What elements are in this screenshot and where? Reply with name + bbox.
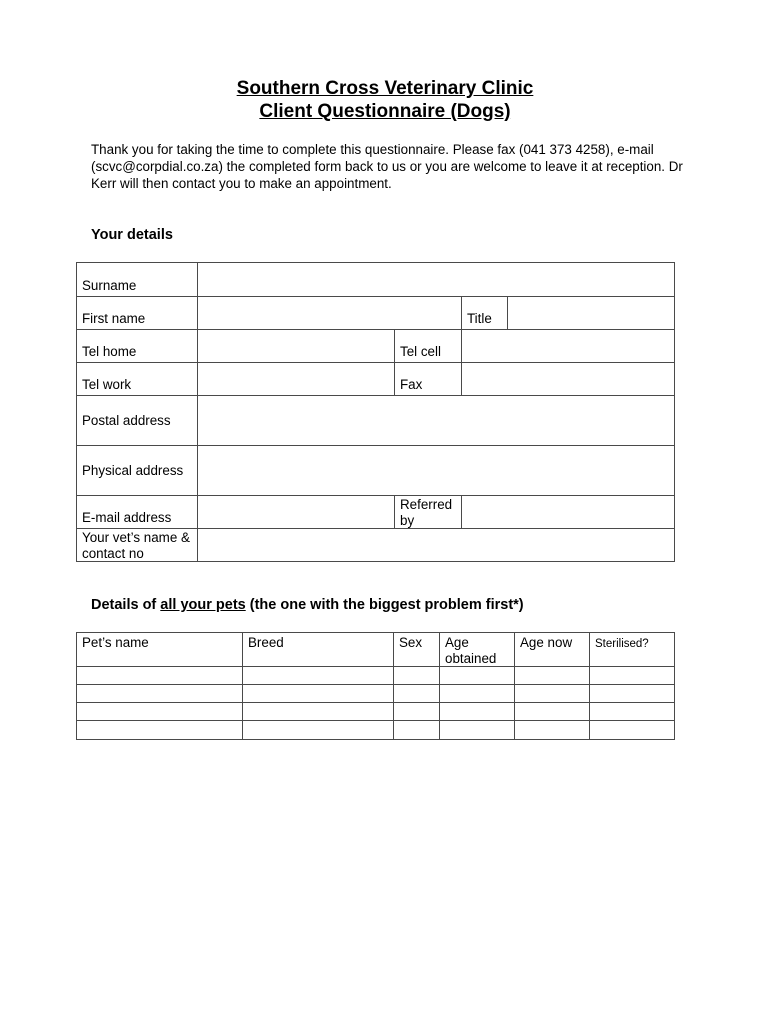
sterilised-cell[interactable]	[589, 666, 675, 685]
pet-name-cell[interactable]	[76, 720, 243, 740]
vet-name-field[interactable]	[197, 528, 675, 562]
age-now-cell[interactable]	[514, 684, 590, 703]
pets-heading-suffix: (the one with the biggest problem first*)	[245, 597, 524, 613]
referred-by-field[interactable]	[461, 495, 675, 529]
age-obtained-cell[interactable]	[439, 702, 515, 721]
postal-address-field[interactable]	[197, 395, 675, 446]
pet-name-cell[interactable]	[76, 684, 243, 703]
col-header-age-now: Age now	[514, 632, 590, 667]
breed-cell[interactable]	[242, 684, 394, 703]
referred-by-label: Referred by	[394, 495, 462, 529]
pet-name-cell[interactable]	[76, 702, 243, 721]
breed-cell[interactable]	[242, 666, 394, 685]
surname-label: Surname	[76, 262, 198, 297]
tel-cell-field[interactable]	[461, 329, 675, 363]
sterilised-cell[interactable]	[589, 684, 675, 703]
sterilised-cell[interactable]	[589, 720, 675, 740]
your-details-heading: Your details	[91, 227, 173, 243]
first-name-field[interactable]	[197, 296, 462, 330]
tel-cell-label: Tel cell	[394, 329, 462, 363]
pets-heading-underlined: all your pets	[160, 597, 246, 613]
title-label: Title	[461, 296, 508, 330]
tel-work-label: Tel work	[76, 362, 198, 396]
col-header-age-obtained: Age obtained	[439, 632, 515, 667]
tel-home-field[interactable]	[197, 329, 395, 363]
fax-field[interactable]	[461, 362, 675, 396]
breed-cell[interactable]	[242, 702, 394, 721]
sterilised-cell[interactable]	[589, 702, 675, 721]
breed-cell[interactable]	[242, 720, 394, 740]
pet-name-cell[interactable]	[76, 666, 243, 685]
age-obtained-cell[interactable]	[439, 666, 515, 685]
first-name-label: First name	[76, 296, 198, 330]
age-obtained-cell[interactable]	[439, 684, 515, 703]
postal-address-label: Postal address	[76, 395, 198, 446]
fax-label: Fax	[394, 362, 462, 396]
sex-cell[interactable]	[393, 684, 440, 703]
col-header-breed: Breed	[242, 632, 394, 667]
vet-name-label: Your vet’s name & contact no	[76, 528, 198, 562]
clinic-name: Southern Cross Veterinary Clinic	[236, 78, 534, 99]
form-title: Client Questionnaire (Dogs)	[259, 101, 511, 122]
email-address-label: E-mail address	[76, 495, 198, 529]
title-field[interactable]	[507, 296, 675, 330]
sex-cell[interactable]	[393, 702, 440, 721]
age-now-cell[interactable]	[514, 720, 590, 740]
col-header-sex: Sex	[393, 632, 440, 667]
age-now-cell[interactable]	[514, 702, 590, 721]
sex-cell[interactable]	[393, 720, 440, 740]
surname-field[interactable]	[197, 262, 675, 297]
pets-heading-prefix: Details of	[91, 597, 161, 613]
col-header-pet-name: Pet’s name	[76, 632, 243, 667]
tel-home-label: Tel home	[76, 329, 198, 363]
sex-cell[interactable]	[393, 666, 440, 685]
physical-address-label: Physical address	[76, 445, 198, 496]
physical-address-field[interactable]	[197, 445, 675, 496]
email-address-field[interactable]	[197, 495, 395, 529]
pets-heading	[91, 597, 524, 613]
col-header-sterilised: Sterilised?	[589, 632, 675, 667]
intro-text: Thank you for taking the time to complete this questionnaire. Please fax (041 373 4258), e-mail (scvc@corpdial.co.za) the completed form back to us or you are welcome to leave it at reception. Dr Kerr will then contact you to make an appointment.	[91, 142, 683, 191]
tel-work-field[interactable]	[197, 362, 395, 396]
age-now-cell[interactable]	[514, 666, 590, 685]
age-obtained-cell[interactable]	[439, 720, 515, 740]
